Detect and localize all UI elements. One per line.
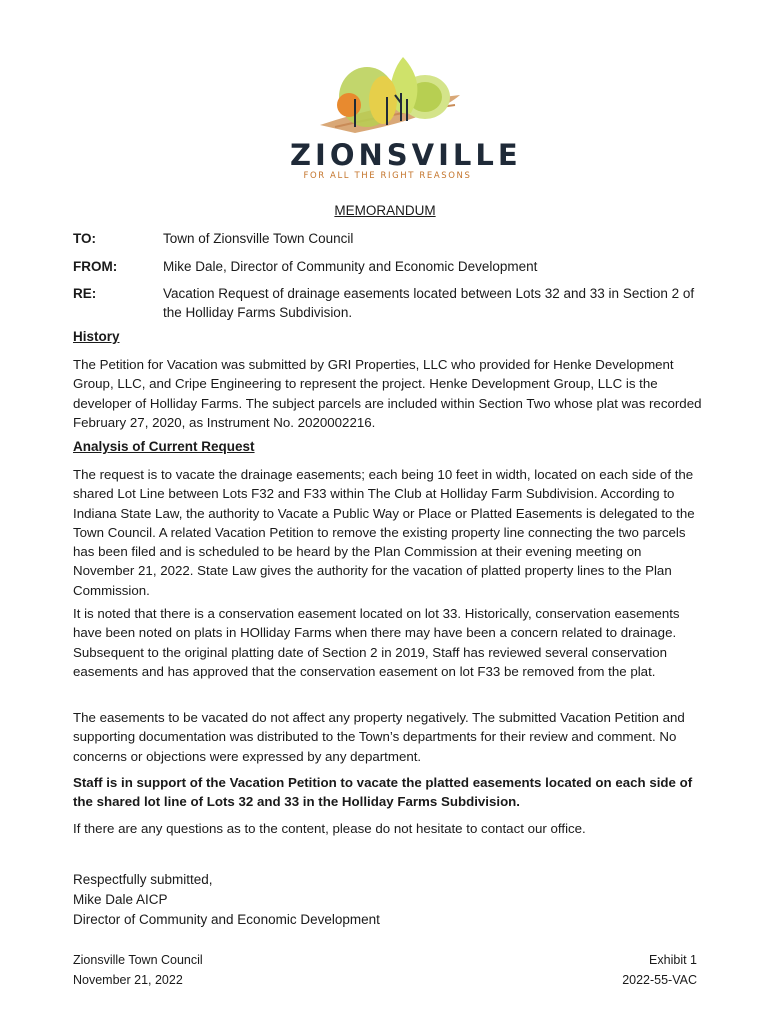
- history-heading: History: [73, 329, 120, 344]
- analysis-heading: Analysis of Current Request: [73, 439, 255, 454]
- re-label: RE:: [73, 286, 97, 301]
- to-label: TO:: [73, 231, 96, 246]
- analysis-paragraph-3: The easements to be vacated do not affect any property negatively. The submitted Vacation Petition and supporting documentation was distributed to the Town’s departments for their review and comment. No concerns or objections were expressed by any department.: [73, 710, 685, 764]
- logo-tagline: FOR ALL THE RIGHT REASONS: [303, 171, 472, 181]
- signoff-name: Mike Dale AICP: [73, 892, 168, 907]
- memo-title: MEMORANDUM: [334, 203, 436, 218]
- logo-wordmark: ZIONSVILLE: [290, 138, 522, 172]
- footer-left: [73, 950, 203, 990]
- signoff-block: [73, 870, 380, 930]
- case-number: 2022-55-VAC: [622, 973, 697, 987]
- history-paragraph: The Petition for Vacation was submitted by GRI Properties, LLC who provided for Henke Development Group, LLC, and Cripe Engineering to represent the project. Henke Development Group, LLC is the developer of Holliday Farms. The subject parcels are included within Section Two whose plat was recorded February 27, 2020, as Instrument No. 2020002216.: [73, 357, 702, 430]
- footer-body: Zionsville Town Council: [73, 953, 203, 967]
- signoff-closing: Respectfully submitted,: [73, 872, 213, 887]
- to-value: Town of Zionsville Town Council: [163, 231, 354, 246]
- re-value: Vacation Request of drainage easements located between Lots 32 and 33 in Section 2 of the Holliday Farms Subdivision.: [163, 286, 695, 320]
- footer-right: [622, 950, 697, 990]
- from-label: FROM:: [73, 259, 118, 274]
- contact-paragraph: If there are any questions as to the content, please do not hesitate to contact our office.: [73, 821, 586, 836]
- tree-logo-graphic: [315, 55, 460, 135]
- exhibit-number: Exhibit 1: [649, 953, 697, 967]
- zionsville-logo: [290, 55, 522, 185]
- from-value: Mike Dale, Director of Community and Economic Development: [163, 259, 538, 274]
- analysis-paragraph-1: The request is to vacate the drainage easements; each being 10 feet in width, located on each side of the shared Lot Line between Lots F32 and F33 within The Club at Holliday Farm Subdivision. According to Indiana State Law, the authority to Vacate a Public Way or Place or Platted Easements is delegated to the Town Council. A related Vacation Petition to remove the existing property line connecting the two parcels has been filed and is scheduled to be heard by the Plan Commission at their evening meeting on November 21, 2022. State Law gives the authority for the vacation of platted property lines to the Plan Commission.: [73, 467, 695, 598]
- staff-support-statement: Staff is in support of the Vacation Petition to vacate the platted easements located on each side of the shared lot line of Lots 32 and 33 in the Holliday Farms Subdivision.: [73, 775, 693, 810]
- analysis-paragraph-2: It is noted that there is a conservation easement located on lot 33. Historically, conservation easements have been noted on plats in HOlliday Farms when there may have been a concern related to drainage. Subsequent to the original platting date of Section 2 in 2019, Staff has reviewed several conservation easements and has approved that the conservation easement on lot F33 be removed from the plat.: [73, 606, 680, 679]
- footer-date: November 21, 2022: [73, 973, 183, 987]
- signoff-title: Director of Community and Economic Development: [73, 912, 380, 927]
